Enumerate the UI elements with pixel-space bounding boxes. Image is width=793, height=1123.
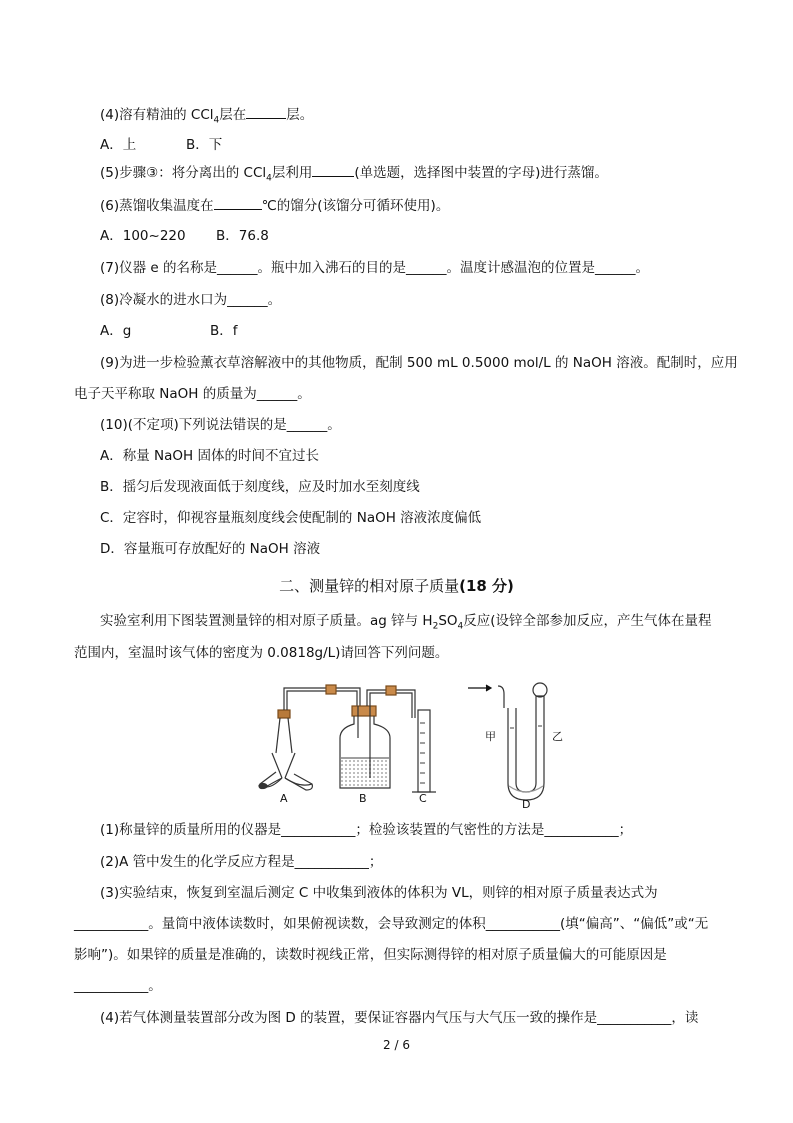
part-2-question-3-line-1: (3)实验结束，恢复到室温后测定 C 中收集到液体的体积为 VL，则锌的相对原子质量表达式为 (100, 885, 658, 901)
label-a: A (280, 792, 288, 805)
question-5 (100, 162, 608, 183)
q4-option-a[interactable]: A．上 (100, 137, 137, 153)
intro-sub-2: 4 (457, 621, 464, 632)
q10-option-b[interactable]: B．摇匀后发现液面低于刻度线，应及时加水至刻度线 (100, 479, 420, 495)
q6-text-end: ℃的馏分(该馏分可循环使用)。 (261, 198, 450, 214)
intro-line-1 (100, 611, 712, 631)
clamp-2 (386, 686, 396, 695)
q4-text-before: (4)溶有精油的 CCl (100, 107, 214, 123)
question-10: (10)(不定项)下列说法错误的是______。 (100, 417, 341, 433)
question-9-line-2: 电子天平称取 NaOH 的质量为______。 (74, 386, 311, 402)
intro-text-a: 实验室利用下图装置测量锌的相对原子质量。ag 锌与 H (100, 613, 433, 629)
intro-text-b: SO (438, 613, 458, 629)
question-6 (100, 195, 449, 216)
q6-text-before: (6)蒸馏收集温度在 (100, 198, 214, 214)
q4-options (100, 135, 222, 155)
q10-option-d[interactable]: D．容量瓶可存放配好的 NaOH 溶液 (100, 541, 321, 557)
q6-option-b[interactable]: B．76.8 (216, 228, 269, 244)
bottle-b (340, 690, 415, 788)
part-2-question-1: (1)称量锌的质量所用的仪器是___________；检验该装置的气密性的方法是___________； (100, 822, 633, 838)
question-9-line-1: (9)为进一步检验薰衣草溶解液中的其他物质，配制 500 mL 0.5000 mol/L 的 NaOH 溶液。配制时，应用 (100, 355, 738, 371)
apparatus-figure (240, 678, 570, 808)
label-yi: 乙 (552, 730, 563, 743)
q6-options (100, 226, 269, 246)
label-jia: 甲 (485, 730, 496, 743)
u-tube-d (468, 683, 547, 800)
q4-answer-blank[interactable] (246, 104, 286, 119)
clamp-1 (326, 685, 336, 694)
q4-subscript: 4 (213, 115, 220, 126)
part-2-question-3-line-3: 影响”)。如果锌的质量是准确的，读数时视线正常，但实际测得锌的相对原子质量偏大的可能原因是 (74, 947, 667, 963)
part-2-question-2: (2)A 管中发生的化学反应方程是___________； (100, 854, 383, 870)
intro-sub-1: 2 (432, 621, 439, 632)
page-number: 2 / 6 (383, 1038, 410, 1052)
q8-option-a[interactable]: A．g (100, 323, 132, 339)
intro-line-2: 范围内，室温时该气体的密度为 0.0818g/L)请回答下列问题。 (74, 645, 449, 661)
q5-subscript: 4 (266, 173, 272, 184)
q4-text-after: 层在 (219, 107, 247, 123)
measuring-cylinder-c (412, 710, 436, 792)
q4-text-end: 层。 (286, 107, 314, 123)
q5-text-mid: 层利用 (271, 165, 313, 181)
q6-answer-blank[interactable] (214, 195, 262, 210)
section-2-score: (18 分) (459, 577, 514, 595)
q5-text-end: (单选题，选择图中装置的字母)进行蒸馏。 (354, 165, 608, 181)
q6-option-a[interactable]: A．100~220 (100, 228, 186, 244)
part-2-question-3-line-4: ___________。 (74, 978, 162, 994)
q5-text-before: (5)步骤③：将分离出的 CCl (100, 165, 267, 181)
label-c: C (419, 792, 427, 805)
y-tube-a (259, 688, 360, 790)
part-2-question-3-line-2: ___________。量筒中液体读数时，如果俯视读数，会导致测定的体积___________(填“偏高”、“偏低”或“无 (74, 916, 709, 932)
q5-answer-blank[interactable] (312, 162, 354, 177)
q10-option-a[interactable]: A．称量 NaOH 固体的时间不宜过长 (100, 448, 319, 464)
intro-text-c: 反应(设锌全部参加反应，产生气体在量程 (463, 613, 712, 629)
section-2-title (0, 575, 793, 597)
question-7: (7)仪器 e 的名称是______。瓶中加入沸石的目的是______。温度计感温泡的位置是______。 (100, 260, 650, 276)
part-2-question-4: (4)若气体测量装置部分改为图 D 的装置，要保证容器内气压与大气压一致的操作是___________，读 (100, 1010, 699, 1026)
label-b: B (359, 792, 367, 805)
question-4 (100, 104, 313, 125)
q10-option-c[interactable]: C．定容时，仰视容量瓶刻度线会使配制的 NaOH 溶液浓度偏低 (100, 510, 482, 526)
q8-option-b[interactable]: B．f (210, 323, 238, 339)
question-8: (8)冷凝水的进水口为______。 (100, 292, 282, 308)
label-d: D (522, 798, 531, 808)
q8-options (100, 321, 238, 341)
q4-option-b[interactable]: B．下 (186, 137, 223, 153)
section-2-title-text: 二、测量锌的相对原子质量 (279, 577, 460, 595)
